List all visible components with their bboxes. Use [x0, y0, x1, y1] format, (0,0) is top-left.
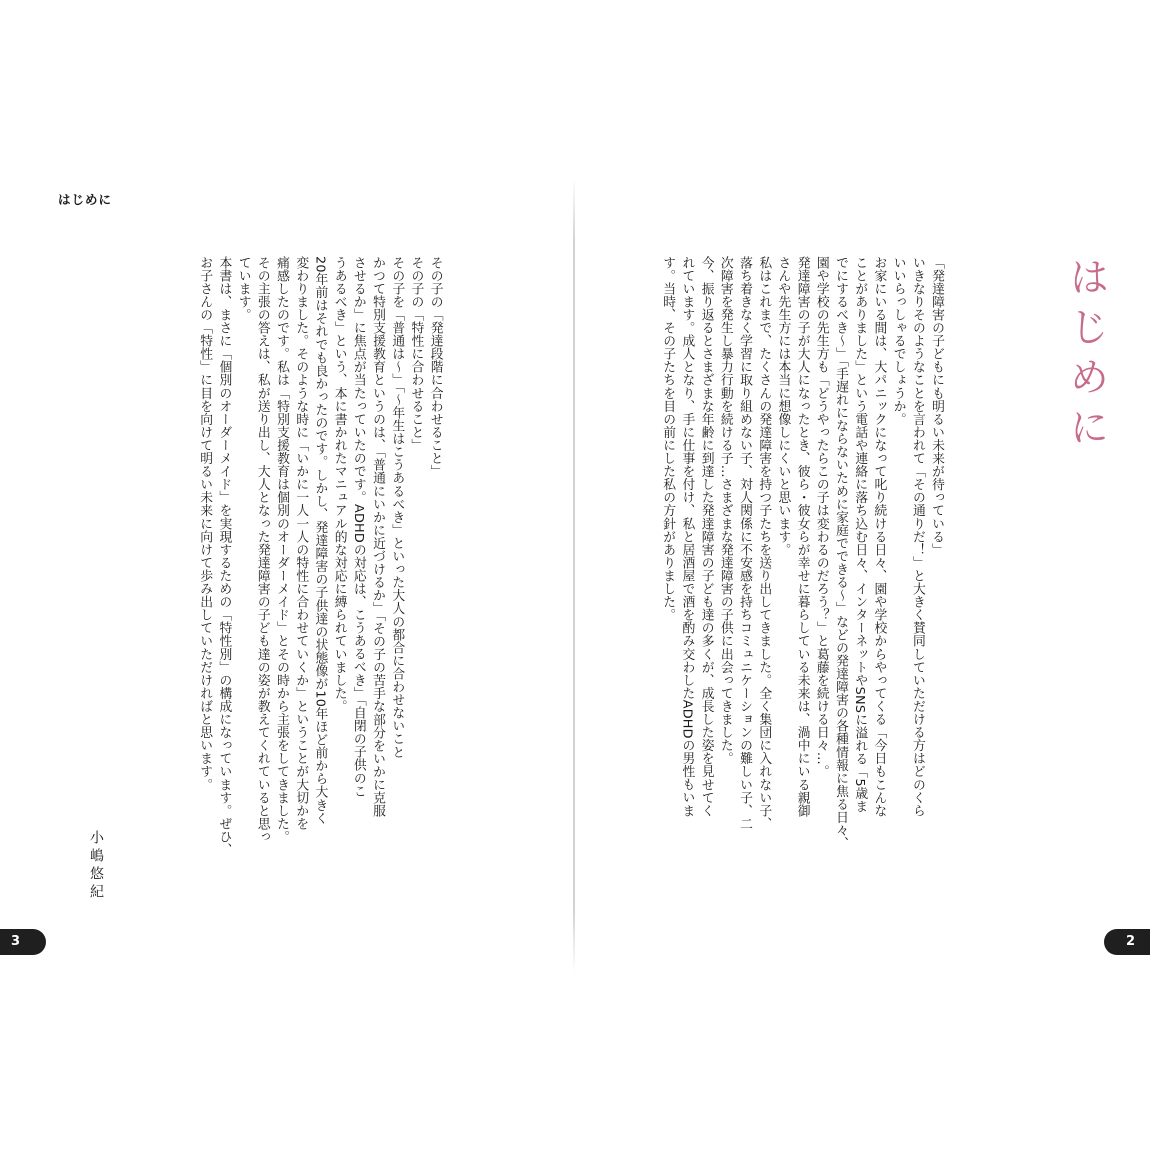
- body-line: いきなりそのようなことを言われて「その通りだ！」と大きく賛同していただける方はどのくら: [909, 256, 925, 818]
- page-number-right: 2: [1104, 929, 1150, 955]
- body-line: 発達障害の子が大人になったとき、彼ら・彼女らが幸せに暮らしている未来は、渦中にいる親御: [794, 256, 810, 818]
- body-line: その主張の答えは、私が送り出し、大人となった発達障害の子ども達の姿が教えてくれていると思っ: [254, 256, 270, 844]
- running-head: はじめに: [58, 192, 113, 207]
- body-line: 変わりました。そのような時に「いかに一人一人の特性に合わせていくか」ということが大切かを: [293, 256, 309, 831]
- body-line: 園や学校の先生方も「どうやったらこの子は変わるのだろう？」と葛藤を続ける日々…。: [813, 256, 829, 778]
- body-line: いいらっしゃるでしょうか。: [890, 256, 906, 426]
- body-line: その子の「発達段階に合わせること」: [427, 256, 443, 478]
- body-line: れています。成人となり、手に仕事を付け、私と居酒屋で酒を酌み交わしたADHDの男性もいま: [679, 256, 695, 818]
- body-line: うあるべき」という、本に書かれたマニュアル的な対応に縛られていました。: [331, 256, 347, 713]
- body-line: ています。: [235, 256, 251, 322]
- body-line: お子さんの「特性」に目を向けて明るい未来に向けて歩み出していただければと思います。: [197, 256, 213, 792]
- body-line: 私はこれまで、たくさんの発達障害を持つ子たちを送り出してきました。全く集団に入れない子、: [756, 256, 772, 831]
- left-page-body: [195, 256, 445, 916]
- body-line: その子を「普通は～」「～年生はこうあるべき」といった大人の都合に合わせないこと: [389, 256, 405, 759]
- body-line: 「発達障害の子どもにも明るい未来が待っている」: [929, 256, 945, 557]
- body-line: その子の「特性に合わせること」: [408, 256, 424, 452]
- body-line: ことがありました」という電話や連絡に落ち込む日々、インターネットやSNSに溢れる「5歳ま: [852, 256, 868, 813]
- body-line: 本書は、まさに「個別のオーダーメイド」を実現するための「特性別」の構成になっています。ぜひ、: [216, 256, 232, 857]
- right-page-body: [658, 256, 946, 916]
- body-line: させるか」に焦点が当たっていたのです。ADHDの対応は、こうあるべき」「自閉の子供のこ: [350, 256, 366, 798]
- body-line: 落ち着きなく学習に取り組めない子、対人関係に不安感を持ちコミュニケーションの難しい子、二: [737, 256, 753, 831]
- body-line: お家にいる間は、大パニックになって叱り続ける日々、園や学校からやってくる「今日もこんな: [871, 256, 887, 818]
- body-line: 20年前はそれでも良かったのです。しかし、発達障害の子供達の状態像が10年ほど前から大きく: [312, 256, 328, 825]
- body-line: 痛感したのです。私は「特別支援教育は個別のオーダーメイド」とその時から主張をしてきました。: [274, 256, 290, 844]
- body-line: 今、振り返るとさまざまな年齢に到達した発達障害の子ども達の多くが、成長した姿を見せてく: [698, 256, 714, 818]
- author-signature: 小嶋悠紀: [88, 830, 104, 902]
- body-line: でにするべき～」「手遅れにならないために家庭でできる～」などの発達障害の各種情報に焦る日々、: [833, 256, 849, 850]
- page-gutter: [573, 178, 575, 973]
- body-line: さんや先生方には本当に想像しにくいと思います。: [775, 256, 791, 557]
- body-line: かつて特別支援教育というのは、「普通にいかに近づけるか」「その子の苦手な部分をいかに克服: [370, 256, 386, 818]
- page-number-left: 3: [0, 929, 46, 955]
- chapter-title: はじめに: [1063, 256, 1109, 456]
- body-line: す。当時、その子たちを目の前にした私の方針がありました。: [660, 256, 676, 622]
- body-line: 次障害を発生し暴力行動を続ける子…さまざまな発達障害の子供に出会ってきました。: [717, 256, 733, 765]
